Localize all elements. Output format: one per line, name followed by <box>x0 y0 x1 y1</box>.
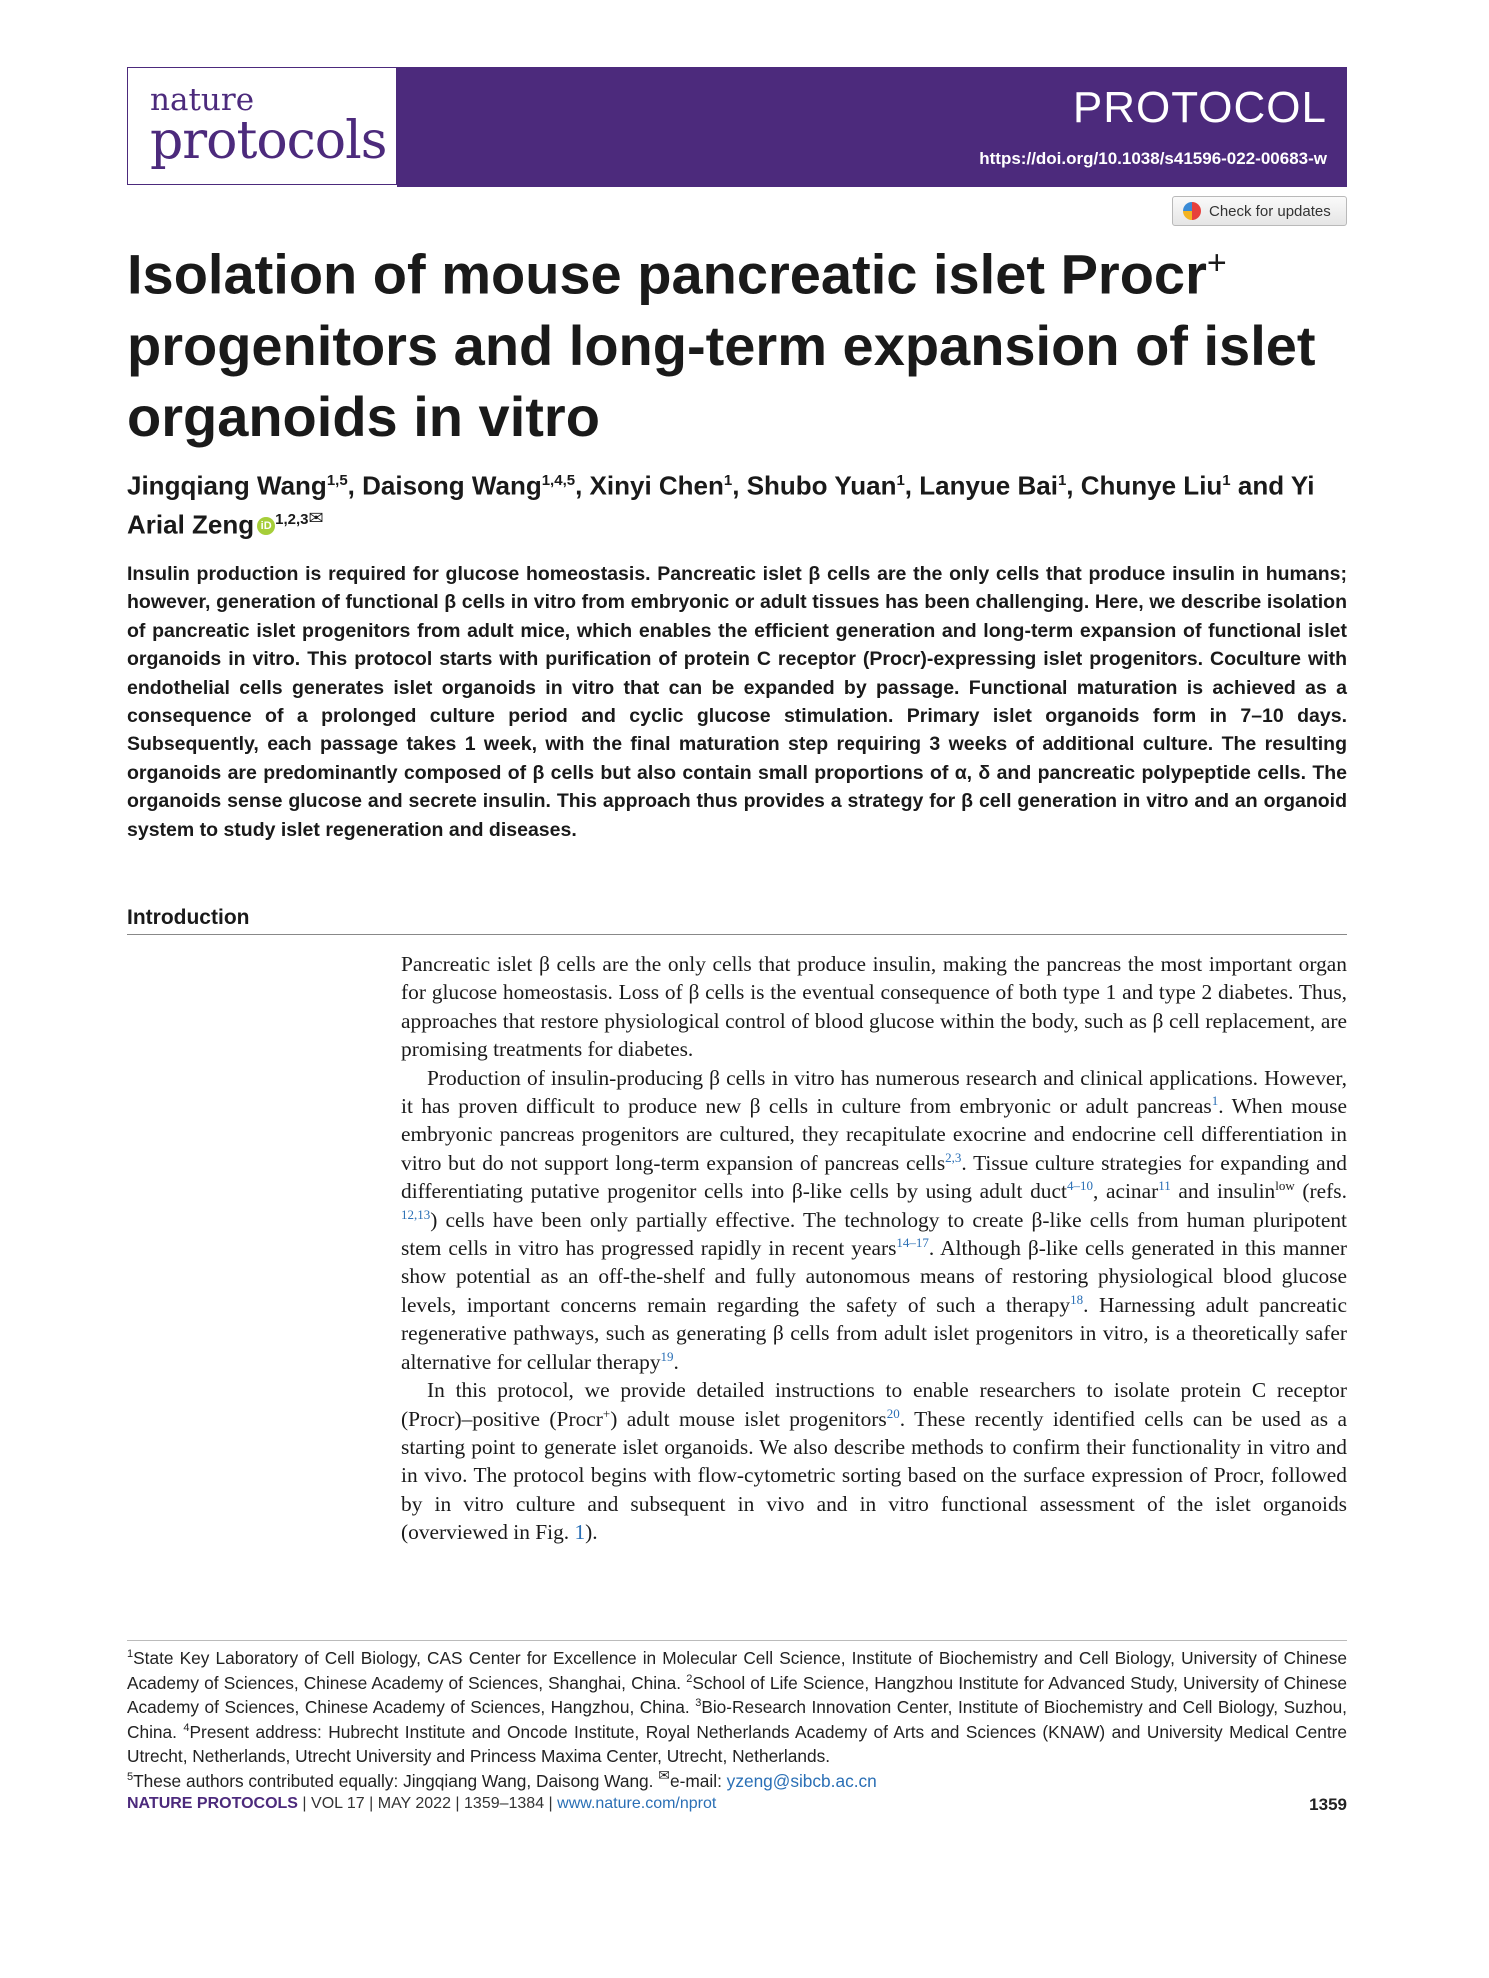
citation-link[interactable]: 14–17 <box>896 1234 929 1250</box>
text-run: . Although β-like cells generated in this manner show potential as an off-the-shelf and fully autonomous means of restoring physiological blood glucose levels, important concerns remain regarding the safety of such a therapy <box>401 1236 1347 1317</box>
article-title <box>127 228 1347 452</box>
figure-link[interactable]: 1 <box>574 1520 586 1545</box>
citation-link[interactable]: 18 <box>1070 1291 1084 1307</box>
footnote-divider <box>127 1640 1347 1641</box>
author-name[interactable]: Jingqiang Wang <box>127 470 327 501</box>
footer-separator: | <box>297 1795 312 1812</box>
abstract: Insulin production is required for glucose homeostasis. Pancreatic islet β cells are the only cells that produce insulin in humans; however, generation of functional β cells in vitro from embryonic or adult tissues has been challenging. Here, we describe isolation of pancreatic islet progenitors from adult mice, which enables the efficient generation and long-term expansion of functional islet organoids in vitro. This protocol starts with purification of protein C receptor (Procr)-expressing islet progenitors. Coculture with endothelial cells generates islet organoids in vitro that can be expanded by passage. Functional maturation is achieved as a consequence of a prolonged culture period and cyclic glucose stimulation. Primary islet organoids form in 7–10 days. Subsequently, each passage takes 1 week, with the final maturation step requiring 3 weeks of additional culture. The resulting organoids are predominantly composed of β cells but also contain small proportions of α, δ and pancreatic polypeptide cells. The organoids sense glucose and secrete insulin. This approach thus provides a strategy for β cell generation in vitro and an organoid system to study islet regeneration and diseases. <box>127 563 1347 841</box>
footer-separator: | <box>544 1795 558 1812</box>
text-run: ) cells have been only partially effective. The technology to create β-like cells from human pluripotent stem cells in vitro has progressed rapidly in recent years <box>401 1207 1347 1261</box>
author-name[interactable]: , Xinyi Chen <box>575 470 724 501</box>
text-run: . Tissue culture strategies for expanding and differentiating putative progenitor cells into β-like cells by using adult duct <box>401 1150 1347 1204</box>
citation-link[interactable]: 2,3 <box>945 1149 962 1165</box>
text-run: In this protocol, we provide detailed instructions to enable researchers to isolate protein C receptor (Procr)–positive (Procr <box>401 1378 1347 1431</box>
author-affiliation: 1,5 <box>326 472 348 489</box>
footer-pages: 1359–1384 <box>464 1795 545 1812</box>
citation-link[interactable]: 11 <box>1158 1178 1171 1194</box>
footnote-marker: 4 <box>183 1722 190 1735</box>
check-for-updates-button[interactable] <box>1172 196 1347 226</box>
author-affiliation: 1 <box>1057 472 1067 489</box>
intro-paragraph-1: Pancreatic islet β cells are the only cells that produce insulin, making the pancreas the most important organ for glucose homeostasis. Loss of β cells is the eventual consequence of both type 1 and type 2 diabetes. Thus, approaches that restore physiological control of blood glucose within the body, such as β cell replacement, are promising treatments for diabetes. <box>401 952 1347 1062</box>
citation-link[interactable]: 12,13 <box>401 1206 431 1222</box>
title-part1: Isolation of mouse pancreatic islet Procr <box>127 242 1207 306</box>
citation-link[interactable]: 19 <box>660 1348 674 1364</box>
superscript: low <box>1275 1178 1295 1194</box>
text-run: and insulin <box>1170 1179 1276 1204</box>
footnote-marker: 3 <box>695 1697 702 1710</box>
author-list <box>127 465 1347 540</box>
text-run: ) adult mouse islet progenitors <box>610 1406 887 1431</box>
affiliation-text: Bio-Research Innovation Center, Institute of Biochemistry and Cell Biology, Suzhou, China. <box>127 1697 1347 1742</box>
text-run: (refs. <box>1294 1179 1347 1204</box>
equal-contribution-text: These authors contributed equally: Jingqiang Wang, Daisong Wang. <box>133 1770 659 1791</box>
text-run: . <box>673 1349 679 1374</box>
superscript: + <box>602 1405 611 1421</box>
author-name[interactable]: , Lanyue Bai <box>904 470 1058 501</box>
journal-header <box>127 67 1347 187</box>
title-sup: + <box>1206 244 1227 282</box>
author-name[interactable]: , Chunye Liu <box>1066 470 1223 501</box>
citation-link[interactable]: 4–10 <box>1066 1178 1093 1194</box>
author-affiliation: 1,2,3 <box>275 510 309 528</box>
author-affiliation: 1,4,5 <box>541 472 576 489</box>
email-label: e-mail: <box>670 1770 727 1791</box>
footnote-marker: 2 <box>686 1672 693 1685</box>
article-type: PROTOCOL <box>1072 83 1327 132</box>
footer-volume: VOL 17 <box>311 1795 365 1812</box>
journal-logo[interactable] <box>127 67 397 185</box>
affiliation-text: State Key Laboratory of Cell Biology, CAS Center for Excellence in Molecular Cell Science, Institute of Biochemistry and Cell Biology, University of Chinese Academy of Sciences, Chinese Academy of Sciences, Shanghai, China. <box>127 1648 1347 1693</box>
text-run: Production of insulin-producing β cells in vitro has numerous research and clinical applications. However, it has proven difficult to produce new β cells in culture from embryonic or adult pancreas <box>401 1065 1347 1119</box>
page-number: 1359 <box>1309 1795 1347 1814</box>
text-run: ). <box>585 1520 598 1545</box>
introduction-body <box>401 950 1347 1547</box>
header-band <box>397 67 1347 187</box>
footnote-marker: 1 <box>127 1648 134 1661</box>
text-run: , acinar <box>1092 1179 1159 1204</box>
section-heading-introduction: Introduction <box>127 906 1347 935</box>
doi-link[interactable]: https://doi.org/10.1038/s41596-022-00683-w <box>979 149 1327 168</box>
intro-paragraph-2 <box>401 1064 1347 1376</box>
author-affiliation: 1 <box>896 472 905 489</box>
author-name[interactable]: , Daisong Wang <box>347 470 542 501</box>
affiliation-text: School of Life Science, Hangzhou Institute for Advanced Study, University of Chinese Academy of Sciences, Chinese Academy of Sciences, Hangzhou, China. <box>127 1672 1347 1718</box>
crossmark-icon <box>1183 202 1201 220</box>
email-envelope-icon: ✉ <box>658 1767 671 1784</box>
check-updates-label: Check for updates <box>1209 202 1331 220</box>
footer-date: MAY 2022 <box>377 1795 451 1812</box>
text-run: . When mouse embryonic pancreas progenitors are cultured, they recapitulate exocrine and endocrine cell differentiation in vitro but do not support long-term expansion of pancreas cells <box>401 1094 1347 1175</box>
intro-paragraph-3 <box>401 1376 1347 1546</box>
email-envelope-icon[interactable]: ✉ <box>308 507 324 528</box>
orcid-icon[interactable]: iD <box>257 517 275 535</box>
page-footer <box>127 1795 1347 1813</box>
affiliation-text: Present address: Hubrecht Institute and Oncode Institute, Royal Netherlands Academy of Arts and Sciences (KNAW) and University Medical Centre Utrecht, Netherlands, Utrecht University and Princess Maxima Center, Utrecht, Netherlands. <box>127 1721 1347 1767</box>
footnote-marker: 5 <box>127 1771 134 1784</box>
footer-url[interactable]: www.nature.com/nprot <box>557 1795 717 1812</box>
author-name[interactable]: , Shubo Yuan <box>732 470 897 501</box>
text-run: . Harnessing adult pancreatic regenerative pathways, such as generating β cells from adult islet progenitors in vitro, is a theoretically safer alternative for cellular therapy <box>401 1292 1347 1374</box>
author-affiliation: 1 <box>1222 472 1231 489</box>
footer-separator: | <box>364 1795 378 1812</box>
footer-separator: | <box>450 1795 465 1812</box>
title-part2: progenitors and long-term expansion of islet organoids in vitro <box>127 313 1316 448</box>
footer-journal: NATURE PROTOCOLS <box>127 1795 298 1812</box>
affiliations-footnotes <box>127 1646 1347 1794</box>
email-link[interactable]: yzeng@sibcb.ac.cn <box>726 1770 877 1791</box>
citation-link[interactable]: 1 <box>1211 1092 1219 1108</box>
text-run: . These recently identified cells can be used as a starting point to generate islet organoids. We also describe methods to confirm their functionality in vitro and in vivo. The protocol begins with flow-cytometric sorting based on the surface expression of Procr, followed by in vitro culture and subsequent in vivo and in vitro functional assessment of the islet organoids (overviewed in Fig. <box>401 1406 1347 1545</box>
logo-nature-text: nature <box>150 82 255 118</box>
citation-link[interactable]: 20 <box>886 1405 900 1421</box>
author-affiliation: 1 <box>723 472 733 489</box>
logo-protocols-text: protocols <box>150 111 387 171</box>
author-name[interactable]: and Yi Arial Zeng <box>127 470 1315 540</box>
